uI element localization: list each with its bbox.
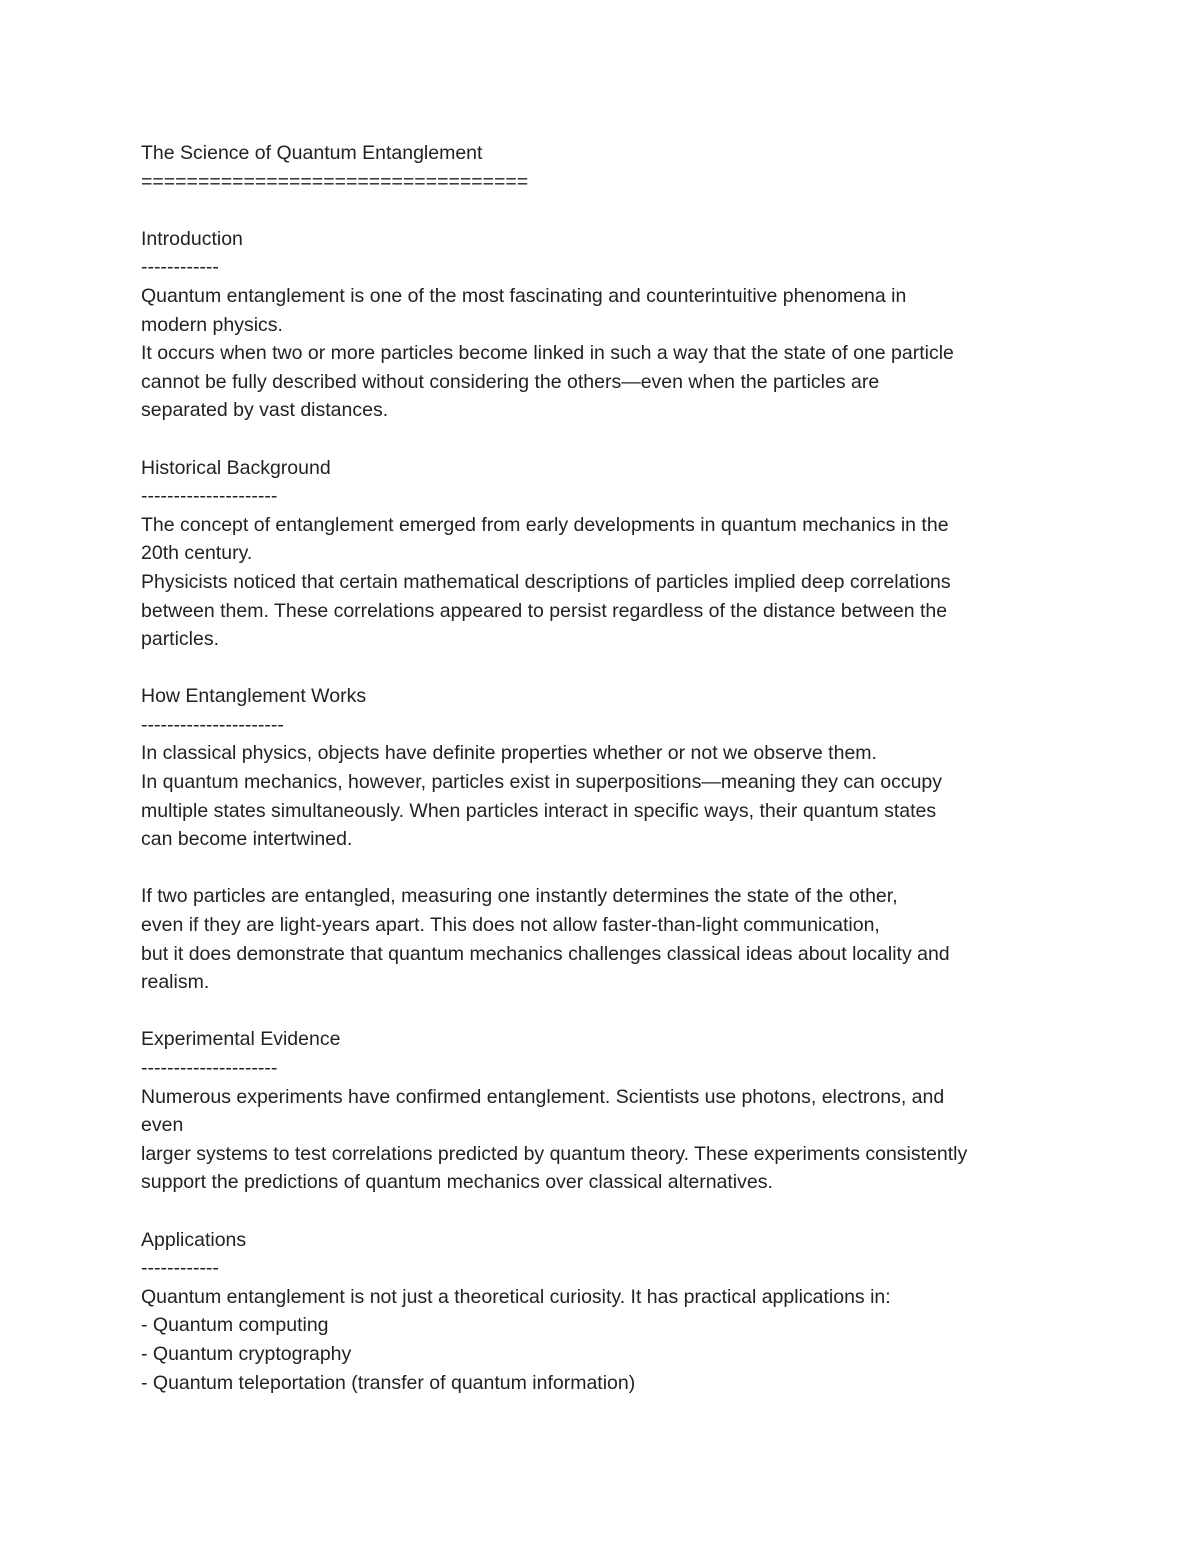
section-underline: ---------------------- (141, 713, 284, 736)
text-line: modern physics. (141, 313, 283, 336)
text-line: larger systems to test correlations predicted by quantum theory. These experiments consistently (141, 1142, 968, 1165)
spacer (141, 997, 1071, 1026)
text-line: between them. These correlations appeared to persist regardless of the distance between the (141, 599, 948, 622)
text-line: multiple states simultaneously. When particles interact in specific ways, their quantum states (141, 799, 937, 822)
text-line: 20th century. (141, 542, 253, 565)
document-title: The Science of Quantum Entanglement (141, 142, 483, 164)
section-introduction (141, 225, 1071, 425)
section-underline: ------------ (141, 1257, 219, 1280)
paragraph (141, 882, 1071, 996)
section-underline: ------------ (141, 256, 219, 279)
text-line: cannot be fully described without considering the others—even when the particles are (141, 370, 880, 393)
text-line: realism. (141, 971, 210, 994)
spacer (141, 1197, 1071, 1226)
paragraph (141, 739, 1071, 853)
section-heading: Historical Background (141, 456, 331, 479)
list-item: - Quantum teleportation (transfer of quantum information) (141, 1371, 636, 1394)
paragraph (141, 1083, 1071, 1197)
section-underline: --------------------- (141, 1057, 278, 1079)
title-underline: ================================== (141, 170, 529, 193)
text-line: Quantum entanglement is one of the most fascinating and counterintuitive phenomena in (141, 284, 907, 307)
text-line: Numerous experiments have confirmed entanglement. Scientists use photons, electrons, and (141, 1085, 945, 1108)
section-historical-background (141, 454, 1071, 654)
spacer (141, 654, 1071, 683)
section-heading: How Entanglement Works (141, 685, 367, 708)
section-heading: Introduction (141, 227, 243, 250)
text-line: Quantum entanglement is not just a theoretical curiosity. It has practical applications in: (141, 1285, 891, 1308)
section-how-entanglement-works (141, 682, 1071, 997)
text-line: The concept of entanglement emerged from early developments in quantum mechanics in the (141, 513, 949, 536)
text-line: but it does demonstrate that quantum mechanics challenges classical ideas about locality and (141, 942, 950, 965)
text-line: support the predictions of quantum mechanics over classical alternatives. (141, 1171, 773, 1194)
text-line: separated by vast distances. (141, 399, 389, 422)
text-line: In quantum mechanics, however, particles exist in superpositions—meaning they can occupy (141, 771, 943, 794)
list-item: - Quantum cryptography (141, 1342, 352, 1365)
section-experimental-evidence (141, 1025, 1071, 1197)
spacer (141, 425, 1071, 454)
text-line: even if they are light-years apart. This does not allow faster-than-light communication, (141, 914, 880, 937)
paragraph (141, 1283, 1071, 1397)
section-underline: --------------------- (141, 485, 278, 508)
spacer (141, 854, 1071, 883)
paragraph (141, 282, 1071, 425)
list-item: - Quantum computing (141, 1314, 329, 1337)
text-line: can become intertwined. (141, 828, 353, 851)
section-applications (141, 1226, 1071, 1398)
section-heading: Applications (141, 1228, 247, 1251)
text-line: In classical physics, objects have definite properties whether or not we observe them. (141, 742, 877, 765)
section-heading: Experimental Evidence (141, 1028, 341, 1051)
document-page (141, 139, 1071, 1397)
spacer (141, 196, 1071, 225)
text-line: It occurs when two or more particles become linked in such a way that the state of one particle (141, 342, 954, 365)
paragraph (141, 511, 1071, 654)
text-line: Physicists noticed that certain mathematical descriptions of particles implied deep correlations (141, 570, 951, 593)
text-line: even (141, 1114, 184, 1137)
text-line: If two particles are entangled, measuring one instantly determines the state of the other, (141, 885, 898, 908)
text-line: particles. (141, 628, 220, 651)
